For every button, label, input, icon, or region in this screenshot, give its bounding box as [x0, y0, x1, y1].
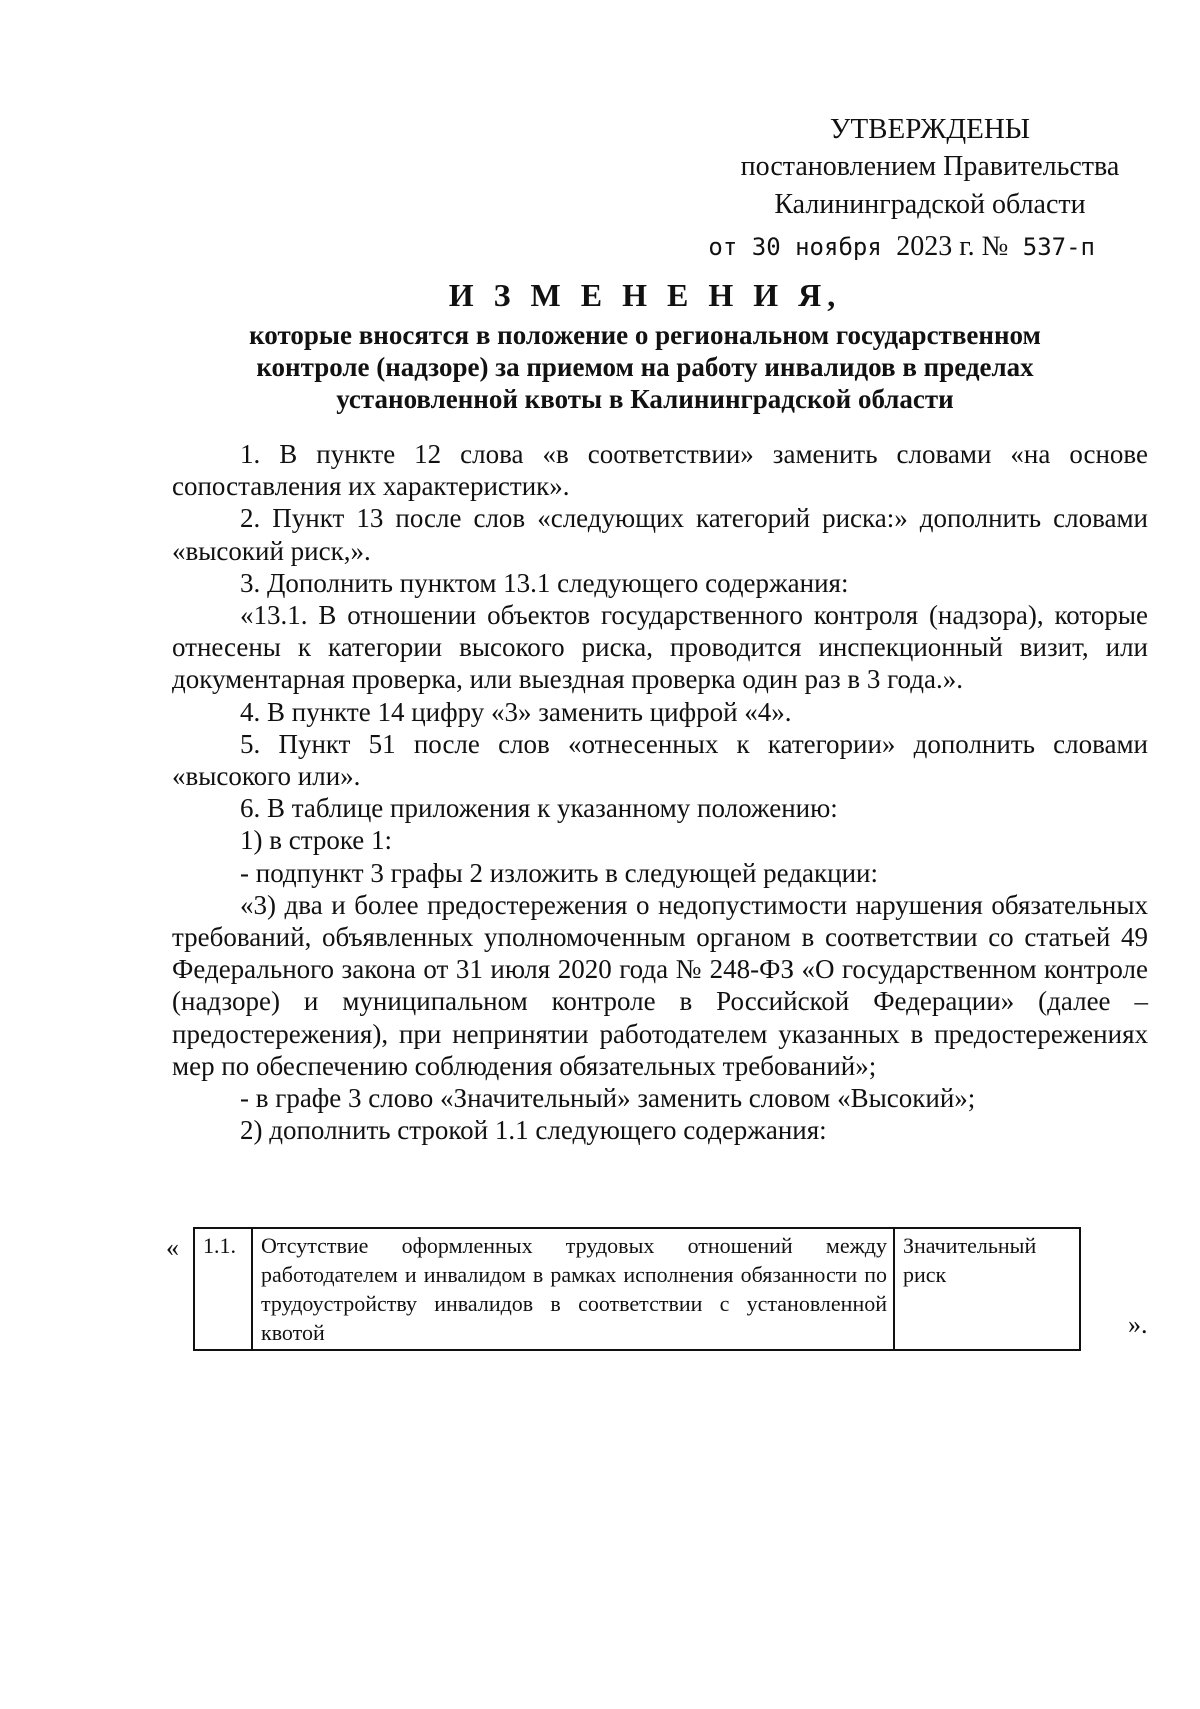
heading-title: И З М Е Н Е Н И Я, — [448, 277, 842, 313]
row-number: 1.1. — [194, 1228, 252, 1350]
item-3: 3. Дополнить пунктом 13.1 следующего содержания: — [240, 567, 849, 598]
document-heading — [170, 275, 1120, 415]
row-risk: Значительный риск — [894, 1228, 1080, 1350]
approval-date-line — [700, 228, 1160, 266]
table-close-quote: ». — [1128, 1310, 1148, 1339]
item-3-quote: «13.1. В отношении объектов государственного контроля (надзора), которые отнесены к категории высокого риска, проводится инспекционный визит, или документарная проверка, или выездная проверка один раз в 3 года.». — [172, 600, 1148, 695]
heading-subtitle-line-1: которые вносятся в положение о региональном государственном — [249, 320, 1041, 350]
item-6-sub-1-quote: «3) два и более предостережения о недопустимости нарушения обязательных требований, объявленных уполномоченным органом в соответствии со статьей 49 Федерального закона от 31 июля 2020 года № 248-ФЗ «О государственном контроле (надзоре) и муниципальном контроле в Российской Федерации» (далее – предостережения), при непринятии работодателем указанных в предостережениях мер по обеспечению соблюдения обязательных требований»; — [172, 889, 1148, 1081]
approval-title: УТВЕРЖДЕНЫ — [829, 113, 1031, 145]
item-6-sub-1-b: - в графе 3 слово «Значительный» заменить словом «Высокий»; — [240, 1083, 976, 1114]
document-body — [172, 438, 1148, 1146]
table-row — [194, 1228, 1080, 1350]
heading-subtitle-line-2: контроле (надзоре) за приемом на работу инвалидов в пределах — [256, 352, 1034, 382]
row-description: Отсутствие оформленных трудовых отношений между работодателем и инвалидом в рамках исполнения обязанности по трудоустройству инвалидов в соответствии с установленной квотой — [252, 1228, 894, 1350]
item-6-sub-2: 2) дополнить строкой 1.1 следующего содержания: — [240, 1115, 827, 1146]
item-6-sub-1-a: - подпункт 3 графы 2 изложить в следующей редакции: — [240, 857, 878, 888]
item-1: 1. В пункте 12 слова «в соответствии» заменить словами «на основе сопоставления их характеристик». — [172, 439, 1148, 502]
approval-date-year: 2023 г. № — [896, 231, 1009, 262]
item-2: 2. Пункт 13 после слов «следующих категорий риска:» дополнить словами «высокий риск,». — [172, 503, 1148, 566]
approval-line-1: постановлением Правительства — [740, 151, 1120, 182]
item-4: 4. В пункте 14 цифру «3» заменить цифрой «4». — [240, 696, 792, 727]
approval-date-number: 537-п — [1022, 233, 1095, 261]
approval-line-2: Калининградской области — [774, 189, 1086, 220]
amendment-table — [193, 1227, 1081, 1351]
item-6: 6. В таблице приложения к указанному положению: — [240, 793, 838, 824]
approval-stamp — [700, 110, 1160, 266]
table-open-quote: « — [166, 1233, 179, 1262]
item-5: 5. Пункт 51 после слов «отнесенных к категории» дополнить словами «высокого или». — [172, 728, 1148, 792]
heading-subtitle-line-3: установленной квоты в Калининградской области — [336, 384, 954, 414]
approval-date-prefix: от 30 ноября — [708, 233, 882, 261]
item-6-sub-1: 1) в строке 1: — [240, 825, 393, 856]
